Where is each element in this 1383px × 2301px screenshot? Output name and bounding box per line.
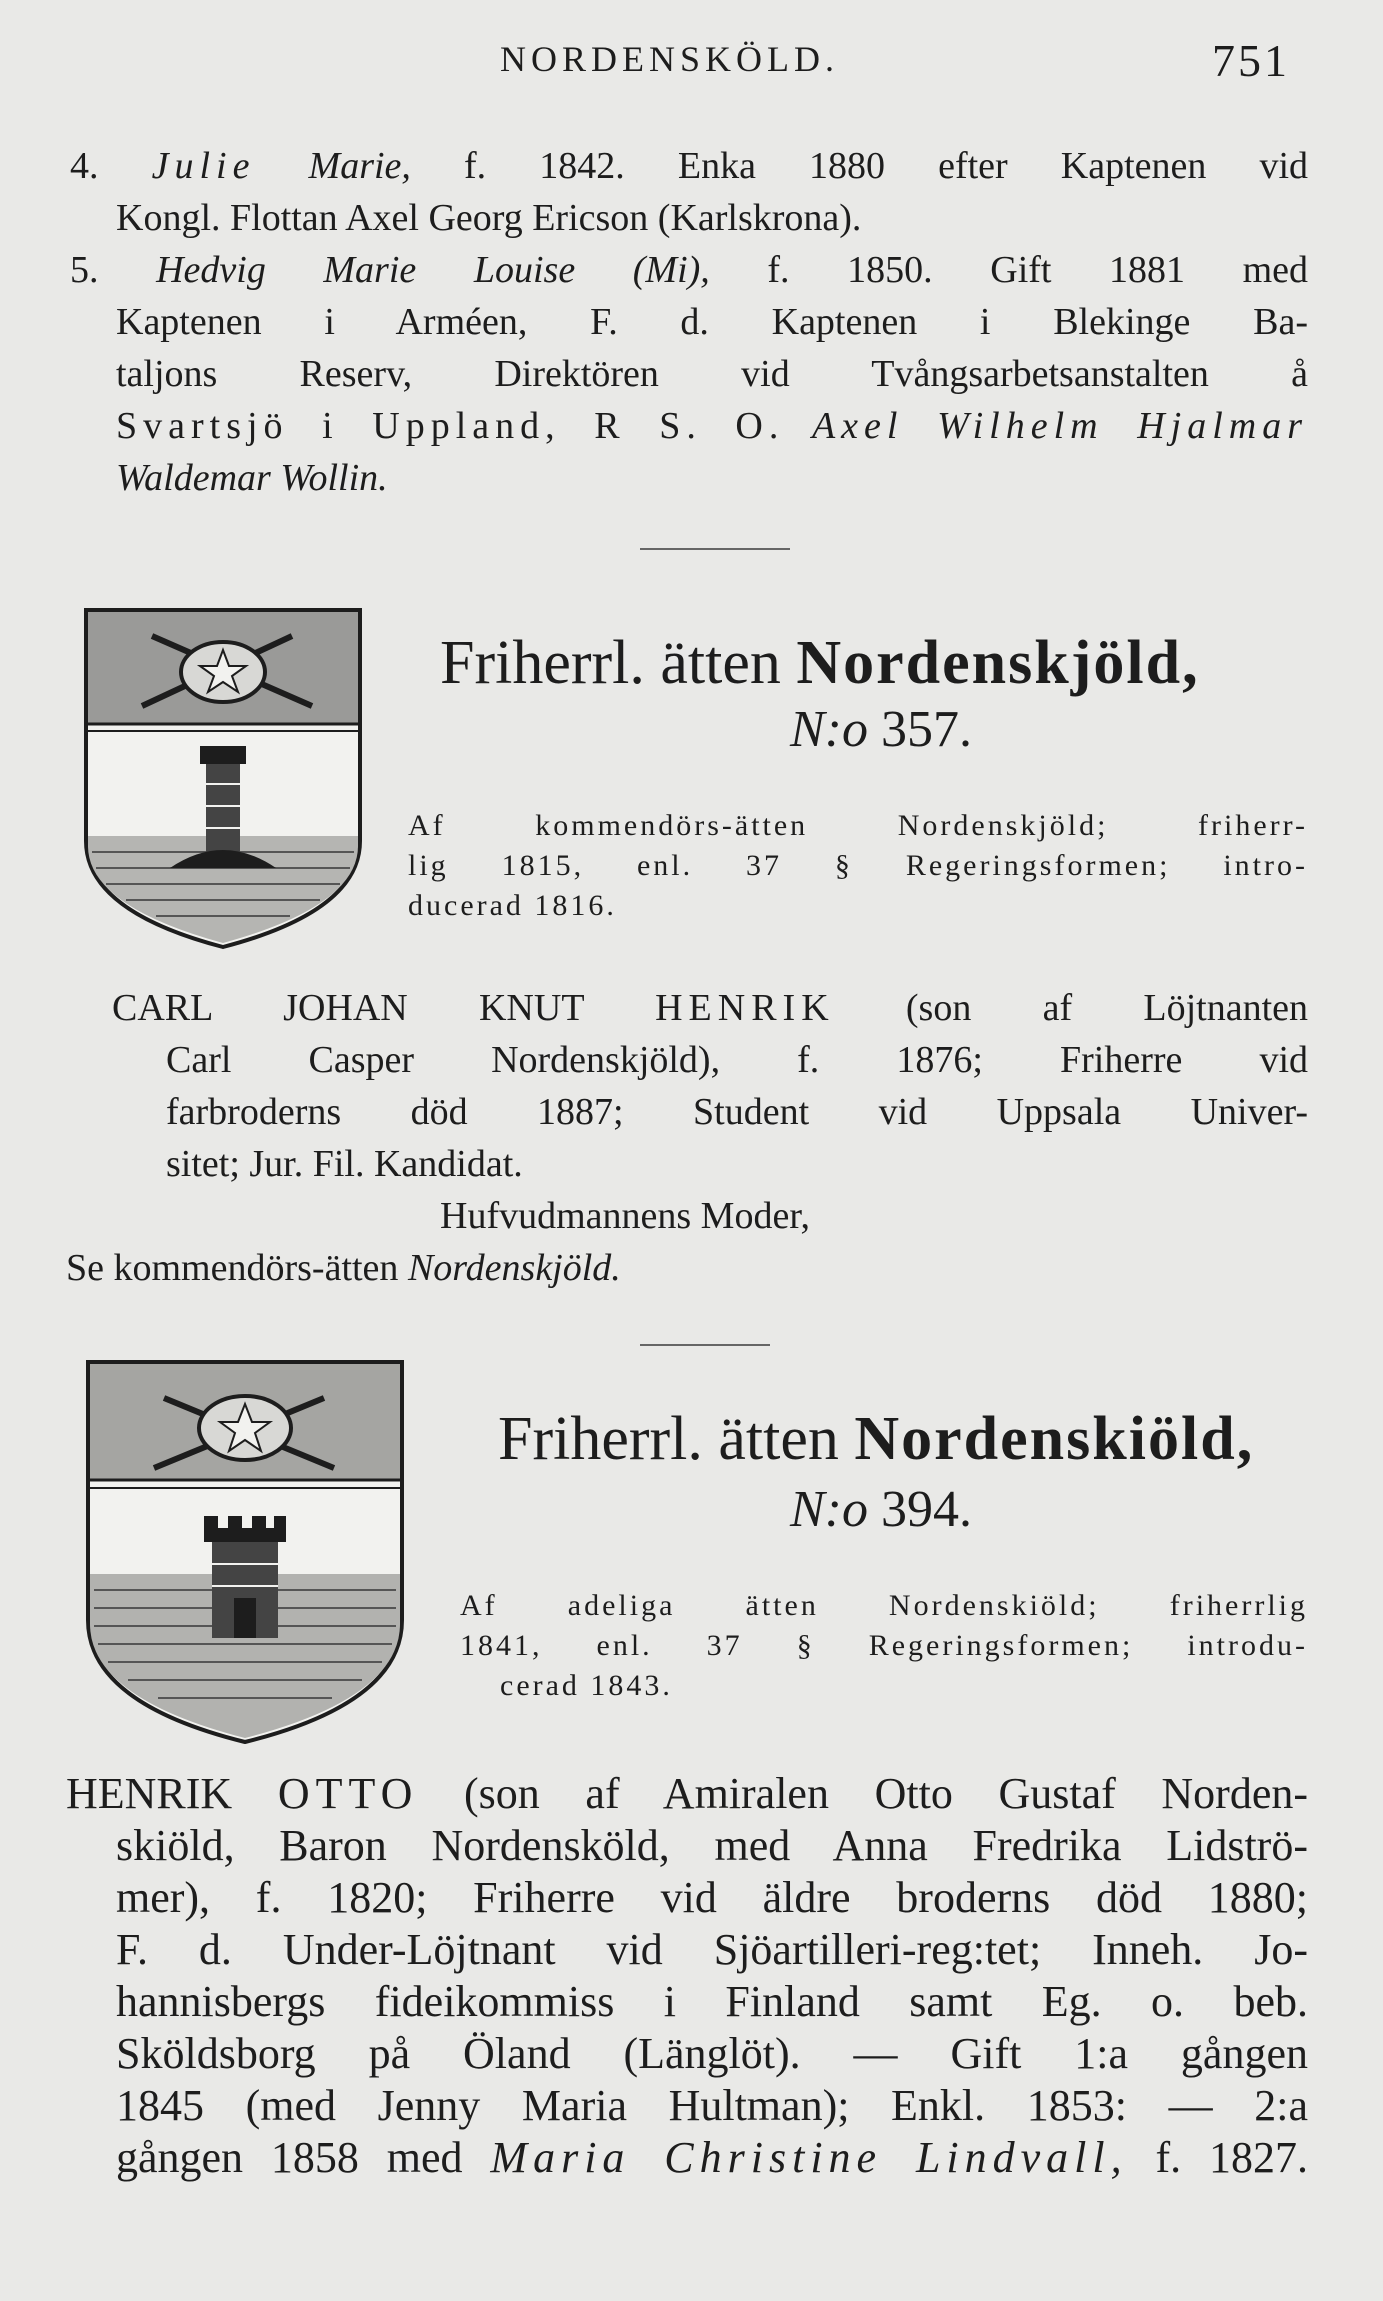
person-entry-line: Carl Casper Nordenskjöld), f. 1876; Friherre vid — [166, 1039, 1308, 1081]
section-divider — [640, 1344, 770, 1346]
entry-line: Kaptenen i Arméen, F. d. Kaptenen i Blekinge Ba- — [116, 301, 1308, 343]
page-number: 751 — [1212, 35, 1290, 86]
person-entry-line: Se kommendörs-ätten Nordenskjöld. — [66, 1247, 621, 1289]
entry-line: Kongl. Flottan Axel Georg Ericson (Karlskrona). — [116, 197, 862, 239]
section-title: Friherrl. ätten Nordenskiöld, — [498, 1405, 1255, 1473]
entry-line: Waldemar Wollin. — [116, 457, 388, 499]
section-description: 1841, enl. 37 § Regeringsformen; introdu- — [460, 1629, 1308, 1662]
person-entry-line: gången 1858 med Maria Christine Lindvall, f. 1827. — [116, 2133, 1309, 2182]
person-entry-line: farbroderns död 1887; Student vid Uppsala Univer- — [166, 1091, 1308, 1133]
coat-of-arms-nordenskjold — [82, 606, 364, 951]
entry-line: Svartsjö i Uppland, R S. O. Axel Wilhelm Hjalmar — [116, 405, 1308, 447]
section-title: Friherrl. ätten Nordenskjöld, — [440, 629, 1200, 697]
entry-line: 5. Hedvig Marie Louise (Mi), f. 1850. Gift 1881 med — [70, 249, 1309, 291]
section-number: N:o 357. — [790, 701, 972, 758]
person-entry-line: HENRIK OTTO (son af Amiralen Otto Gustaf Norden- — [66, 1769, 1309, 1818]
person-entry-line: 1845 (med Jenny Maria Hultman); Enkl. 1853: — 2:a — [116, 2081, 1308, 2130]
section-description: Af adeliga ätten Nordenskiöld; friherrlig — [460, 1589, 1308, 1622]
person-entry-line: F. d. Under-Löjtnant vid Sjöartilleri-reg:tet; Inneh. Jo- — [116, 1925, 1308, 1974]
entry-line: taljons Reserv, Direktören vid Tvångsarbetsanstalten å — [116, 353, 1308, 395]
person-entry-line: Sköldsborg på Öland (Länglöt). — Gift 1:a gången — [116, 2029, 1308, 2078]
person-entry-line: hannisbergs fideikommiss i Finland samt Eg. o. beb. — [116, 1977, 1308, 2026]
page-header — [0, 35, 1383, 88]
running-head: NORDENSKÖLD. — [500, 39, 839, 79]
section-description: ducerad 1816. — [408, 889, 617, 922]
person-entry-line: skiöld, Baron Nordensköld, med Anna Fredrika Lidströ- — [116, 1821, 1308, 1870]
section-description: cerad 1843. — [500, 1669, 673, 1702]
section-number: N:o 394. — [790, 1481, 972, 1538]
coat-of-arms-nordenskiold — [84, 1358, 406, 1746]
person-entry-line: Hufvudmannens Moder, — [440, 1195, 810, 1237]
person-entry-line: sitet; Jur. Fil. Kandidat. — [166, 1143, 523, 1185]
person-entry-line: mer), f. 1820; Friherre vid äldre broderns död 1880; — [116, 1873, 1308, 1922]
section-description: lig 1815, enl. 37 § Regeringsformen; intro- — [408, 849, 1308, 882]
section-divider — [640, 548, 790, 550]
entry-line: 4. Julie Marie, f. 1842. Enka 1880 efter Kaptenen vid — [70, 145, 1309, 187]
section-description: Af kommendörs-ätten Nordenskjöld; friherr- — [408, 809, 1308, 842]
person-entry-line: CARL JOHAN KNUT HENRIK (son af Löjtnanten — [112, 987, 1308, 1029]
